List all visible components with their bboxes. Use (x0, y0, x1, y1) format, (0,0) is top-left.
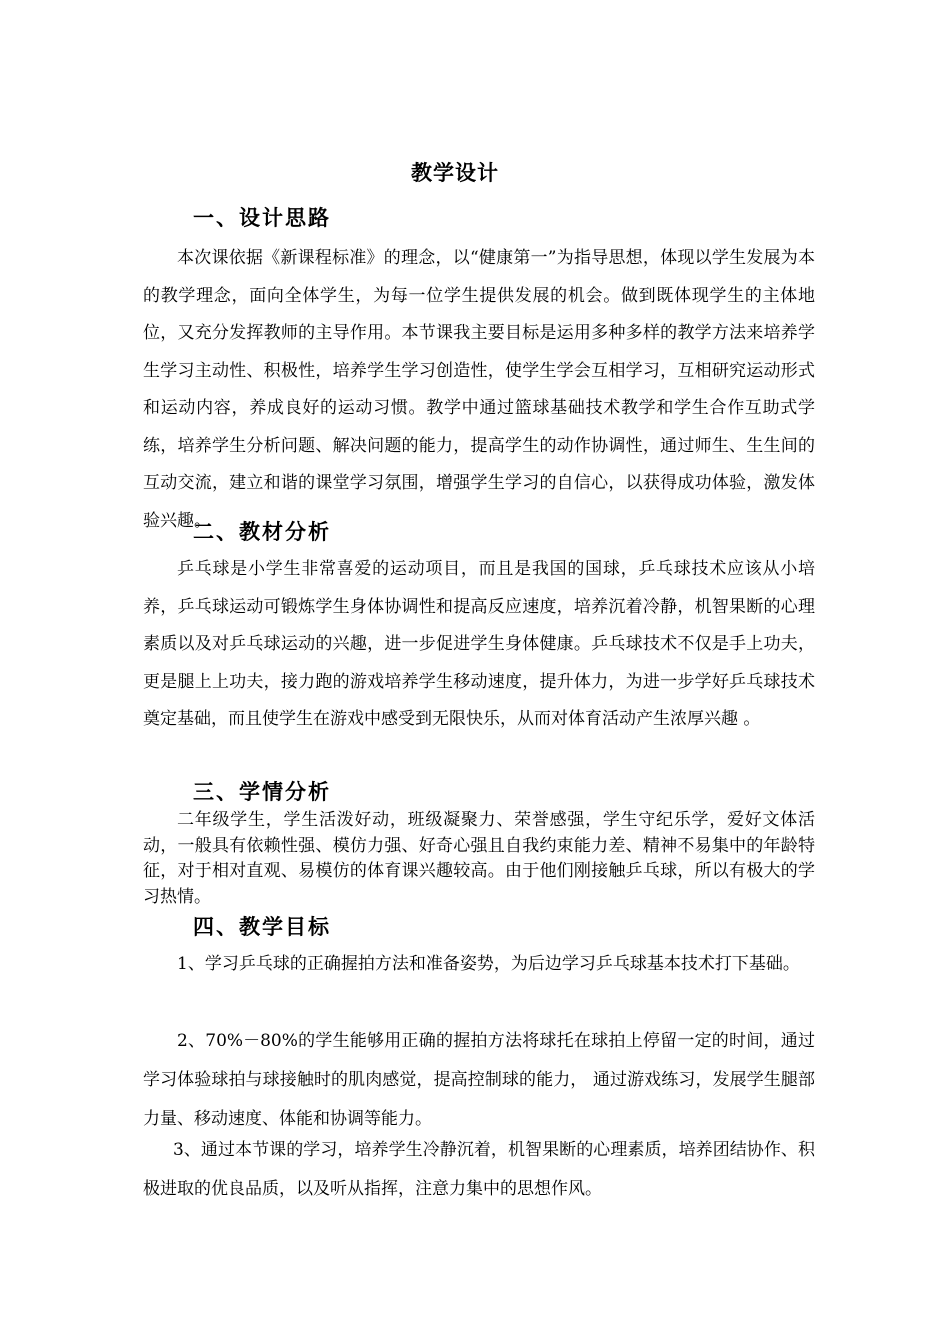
paragraph-material-analysis: 乒乓球是小学生非常喜爱的运动项目，而且是我国的国球，乒乓球技术应该从小培养，乒乓球运动可锻炼学生身体协调性和提高反应速度，培养沉着冷静，机智果断的心理素质以及对乒乓球运动的兴趣，进一步促进学生身体健康。乒乓球技术不仅是手上功夫，更是腿上上功夫，接力跑的游戏培养学生移动速度，提升体力，为进一步学好乒乓球技术奠定基础，而且使学生在游戏中感受到无限快乐，从而对体育活动产生浓厚兴趣 。 (143, 559, 815, 729)
paragraph-design-ideas: 本次课依据《新课程标准》的理念，以“健康第一”为指导思想，体现以学生发展为本的教学理念，面向全体学生，为每一位学生提供发展的机会。做到既体现学生的主体地位，又充分发挥教师的主导作用。本节课我主要目标是运用多种多样的教学方法来培养学生学习主动性、积极性，培养学生学习创造性，使学生学会互相学习，互相研究运动形式和运动内容，养成良好的运动习惯。教学中通过篮球基础技术教学和学生合作互助式学练，培养学生分析问题、解决问题的能力，提高学生的动作协调性，通过师生、生生间的互动交流，建立和谐的课堂学习氛围，增强学生学习的自信心，以获得成功体验，激发体验兴趣。 (143, 248, 815, 531)
section-heading-material-analysis: 二、教材分析 (193, 520, 331, 544)
goal-item-1: 1、学习乒乓球的正确握拍方法和准备姿势，为后边学习乒乓球基本技术打下基础。 (177, 954, 800, 974)
section-heading-design-ideas: 一、设计思路 (193, 206, 331, 230)
section-heading-teaching-goals: 四、教学目标 (193, 915, 331, 939)
section-heading-student-analysis: 三、学情分析 (193, 780, 331, 804)
paragraph-student-analysis: 二年级学生，学生活泼好动，班级凝聚力、荣誉感强，学生守纪乐学，爱好文体活动，一般具有依赖性强、模仿力强、好奇心强且自我约束能力差、精神不易集中的年龄特征，对于相对直观、易模仿的体育课兴趣较高。由于他们刚接触乒乓球，所以有极大的学习热情。 (143, 810, 815, 907)
document-title: 教学设计 (411, 161, 499, 185)
goal-item-2: 2、70%－80%的学生能够用正确的握拍方法将球托在球拍上停留一定的时间，通过学习体验球拍与球接触时的肌肉感觉，提高控制球的能力， 通过游戏练习，发展学生腿部力量、移动速度、体能和协调等能力。 (143, 1031, 815, 1129)
goal-item-3: 3、通过本节课的学习，培养学生冷静沉着，机智果断的心理素质，培养团结协作、积极进取的优良品质，以及听从指挥，注意力集中的思想作风。 (143, 1140, 815, 1199)
